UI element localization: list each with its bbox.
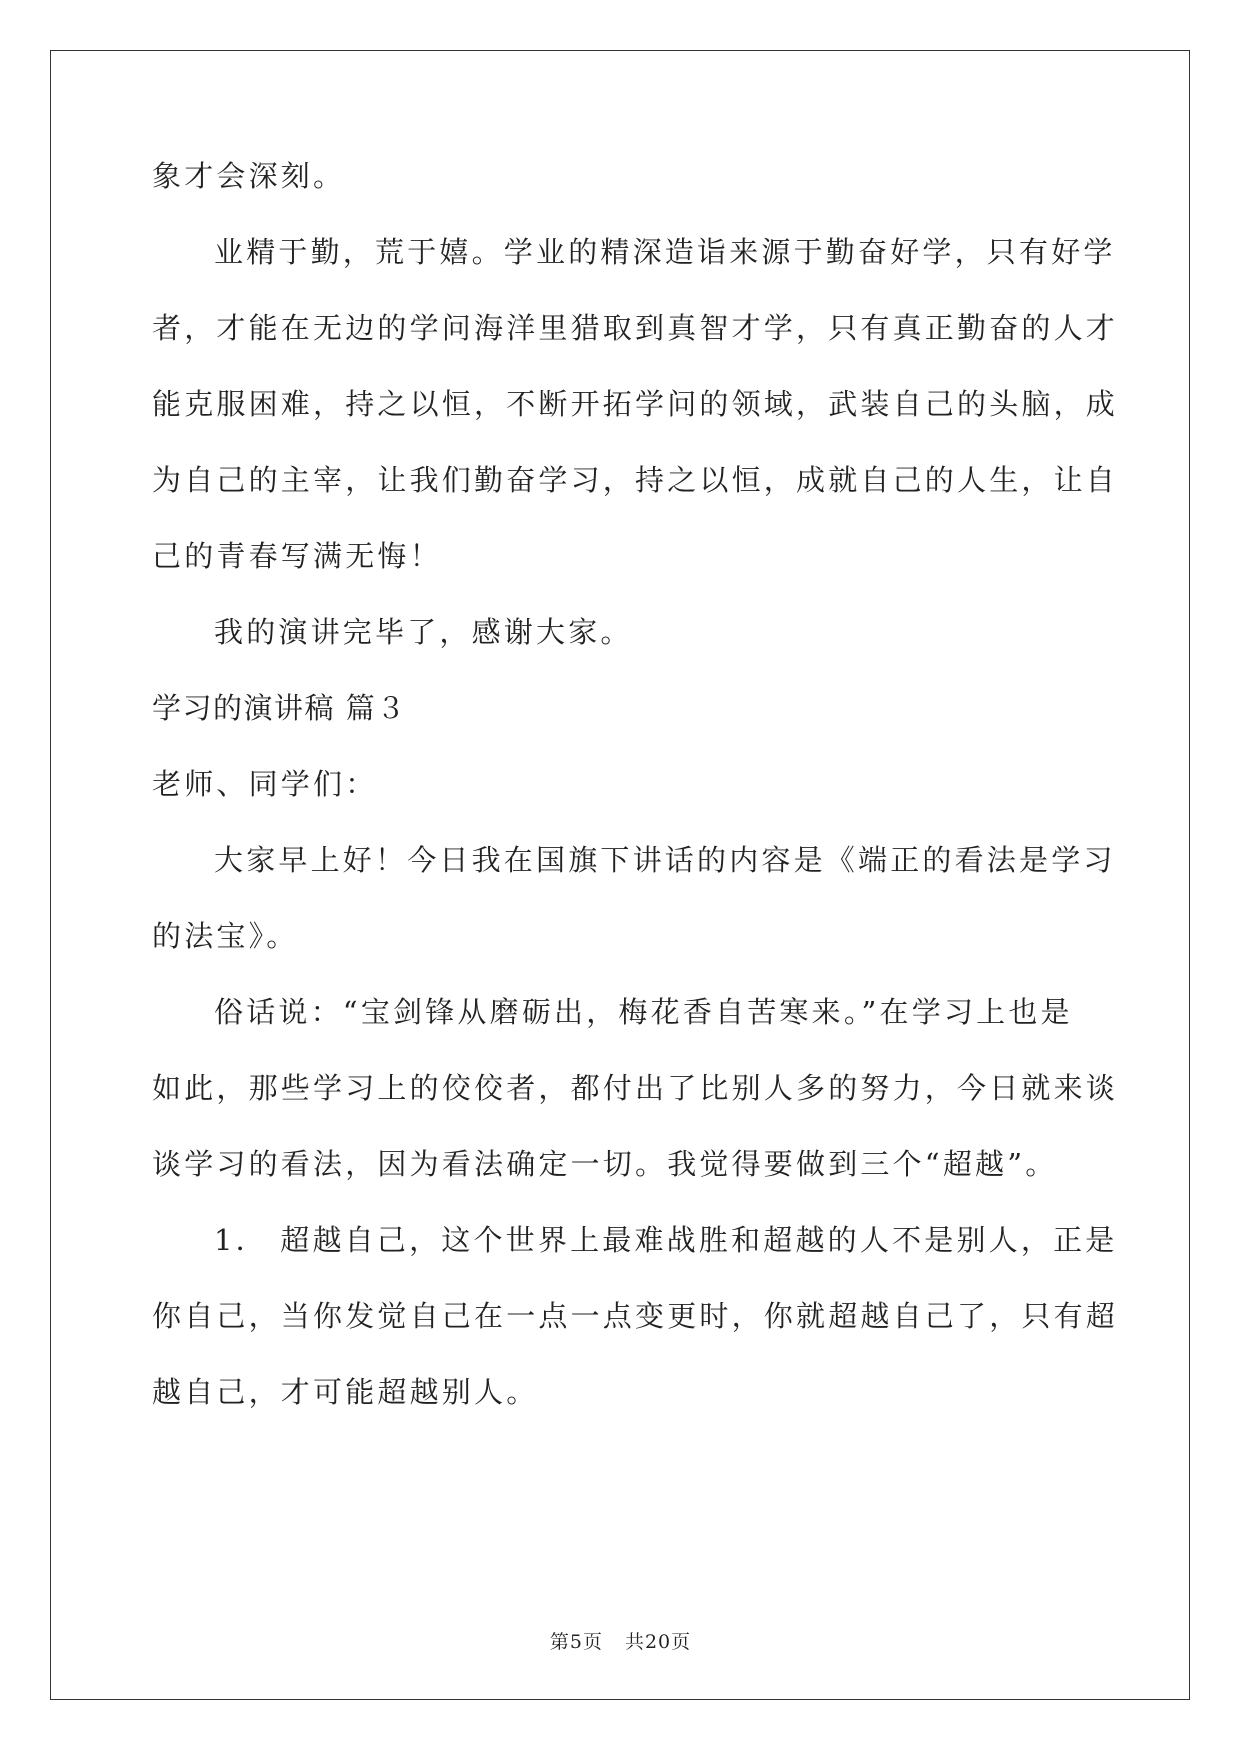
section-heading: 学习的演讲稿 篇３ — [152, 691, 407, 725]
text-line: 你自己，当你发觉自己在一点一点变更时，你就超越自己了，只有超 — [152, 1299, 1119, 1333]
document-body — [152, 158, 1119, 1450]
salutation: 老师、同学们： — [152, 767, 378, 801]
text-line: 俗话说：“宝剑锋从磨砺出，梅花香自苦寒来。”在学习上也是 — [214, 995, 1073, 1029]
page-total: 共20页 — [624, 1631, 692, 1653]
text-line: 业精于勤，荒于嬉。学业的精深造诣来源于勤奋好学，只有好学 — [214, 235, 1116, 269]
text-line: 我的演讲完毕了，感谢大家。 — [214, 615, 633, 649]
text-line: 大家早上好！今日我在国旗下讲话的内容是《端正的看法是学习 — [214, 843, 1116, 877]
text-line: 的法宝》。 — [152, 919, 299, 953]
text-line: 己的青春写满无悔！ — [152, 539, 442, 573]
text-line: 象才会深刻。 — [152, 159, 346, 193]
text-line: 谈学习的看法，因为看法确定一切。我觉得要做到三个“超越”。 — [152, 1147, 1058, 1181]
page-number: 第5页 — [549, 1631, 603, 1653]
text-line: 1． 超越自己，这个世界上最难战胜和超越的人不是别人，正是 — [214, 1223, 1118, 1257]
text-line: 能克服困难，持之以恒，不断开拓学问的领域，武装自己的头脑，成 — [152, 387, 1119, 421]
text-line: 越自己，才可能超越别人。 — [152, 1375, 539, 1409]
text-line: 如此，那些学习上的佼佼者，都付出了比别人多的努力，今日就来谈 — [152, 1071, 1119, 1105]
page-footer — [0, 1627, 1241, 1654]
text-line: 者，才能在无边的学问海洋里猎取到真智才学，只有真正勤奋的人才 — [152, 311, 1119, 345]
text-line: 为自己的主宰，让我们勤奋学习，持之以恒，成就自己的人生，让自 — [152, 463, 1119, 497]
